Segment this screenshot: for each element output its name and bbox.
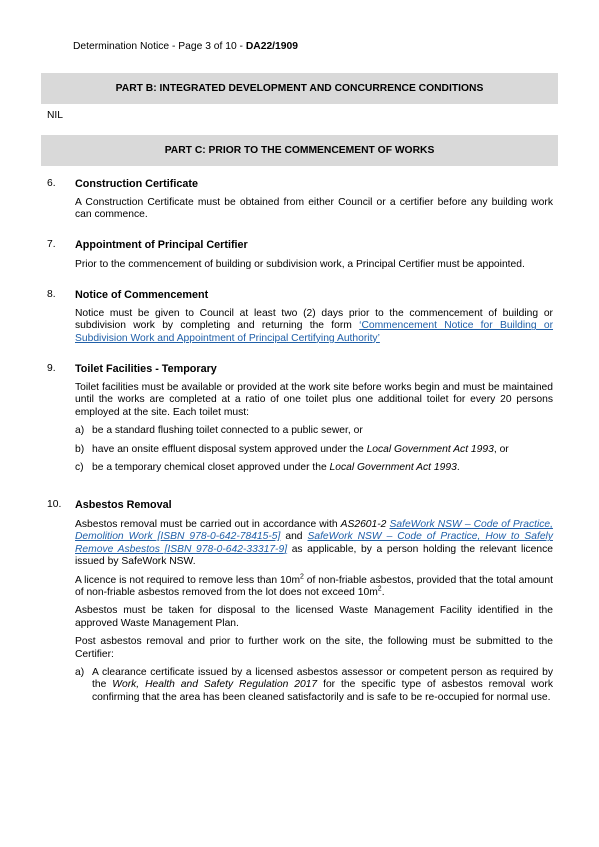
- list-item-text: be a standard flushing toilet connected to a public sewer, or: [92, 425, 363, 437]
- section-title: Construction Certificate: [75, 178, 198, 190]
- section-text: [75, 575, 553, 600]
- part-b-content: NIL: [47, 110, 64, 121]
- section-text: Prior to the commencement of building or subdivision work, a Principal Certifier must be appointed.: [75, 259, 525, 270]
- section-title: Asbestos Removal: [75, 499, 172, 511]
- list-item-label: a): [75, 425, 85, 437]
- text-run: and: [280, 531, 308, 543]
- list-item-text: have an onsite effluent disposal system approved under the: [92, 443, 367, 455]
- list-item: [75, 462, 553, 474]
- list-item-text-end: for the specific type of asbestos removal work confirming that the area has been cleaned satisfactorily and is safe to be re-occupied for normal use.: [92, 679, 553, 703]
- section-number: 10.: [47, 499, 62, 510]
- text-run: Notice must be given to Council at least two (2) days prior to the commencement of building or subdivision work by completing and returning the form: [75, 308, 553, 332]
- standard-name: AS2601-2: [340, 519, 387, 530]
- superscript: 2: [377, 585, 382, 593]
- section-body: [75, 382, 553, 480]
- text-run: as applicable, by a person holding the relevant licence issued by SafeWork NSW.: [75, 543, 553, 568]
- link-text: SafeWork NSW – Code of Practice, How to Safely Remove Asbestos [ISBN 978-0-642-33317-9]: [75, 531, 553, 555]
- commencement-notice-form-link[interactable]: ‘Commencement Notice for Building or Subdivision Work and Appointment of Principal Certifying Authority’: [75, 320, 554, 344]
- section-text: [75, 308, 553, 345]
- link-text: SafeWork NSW – Code of Practice, Demolition Work [ISBN 978-0-642-78415-5]: [75, 519, 553, 543]
- text-run: .: [381, 587, 385, 599]
- header-reference: DA22/1909: [245, 41, 298, 52]
- section-number: 6.: [47, 178, 56, 189]
- section-body: [75, 308, 553, 351]
- section-text: Toilet facilities must be available or provided at the work site before works begin and must be maintained until the works are completed at a ratio of one toilet plus one additional toilet for every 20 persons employed at the site. Each toilet must:: [75, 382, 553, 418]
- list-item-label: a): [75, 667, 85, 679]
- list-item-text: be a temporary chemical closet approved under the: [92, 462, 330, 474]
- list-item: [75, 444, 553, 456]
- text-run: Asbestos removal must be carried out in accordance with: [75, 519, 341, 530]
- list-item-label: b): [75, 443, 85, 455]
- section-body: [75, 197, 553, 228]
- act-name: Local Government Act 1993: [366, 443, 494, 455]
- list-item-label: c): [75, 462, 84, 474]
- section-number: 8.: [47, 289, 56, 300]
- regulation-name: Work, Health and Safety Regulation 2017: [112, 679, 318, 691]
- section-text: [75, 519, 553, 569]
- text-run: of non-friable asbestos, provided that the total amount of non-friable asbestos removed from the lot does not exceed 10m: [75, 574, 553, 599]
- section-text: Asbestos must be taken for disposal to the licensed Waste Management Facility identified in the approved Waste Management Plan.: [75, 605, 553, 629]
- header-text: Determination Notice - Page 3 of 10 -: [73, 41, 246, 52]
- page-header: [73, 41, 298, 53]
- list-item-text: A clearance certificate issued by a licensed asbestos assessor or competent person as required by the: [92, 667, 553, 691]
- list-item: [75, 667, 553, 704]
- part-b-heading: PART B: INTEGRATED DEVELOPMENT AND CONCURRENCE CONDITIONS: [41, 73, 558, 104]
- superscript: 2: [300, 573, 304, 581]
- act-name: Local Government Act 1993: [329, 462, 457, 474]
- part-c-heading: PART C: PRIOR TO THE COMMENCEMENT OF WORKS: [41, 135, 558, 166]
- list-item-text-end: , or: [493, 443, 509, 455]
- list-item-text-end: .: [456, 462, 460, 474]
- section-body: [75, 259, 553, 277]
- list-item: [75, 425, 553, 437]
- section-text: Post asbestos removal and prior to further work on the site, the following must be submitted to the Certifier:: [75, 636, 553, 660]
- text-run: A licence is not required to remove less than 10m: [75, 574, 301, 586]
- section-body: [75, 519, 553, 710]
- section-text: A Construction Certificate must be obtained from either Council or a certifier before any building work can commence.: [75, 197, 553, 221]
- section-number: 7.: [47, 239, 56, 250]
- section-title: Appointment of Principal Certifier: [75, 239, 248, 251]
- section-title: Notice of Commencement: [75, 289, 209, 301]
- section-title: Toilet Facilities - Temporary: [75, 363, 217, 375]
- section-number: 9.: [47, 363, 56, 374]
